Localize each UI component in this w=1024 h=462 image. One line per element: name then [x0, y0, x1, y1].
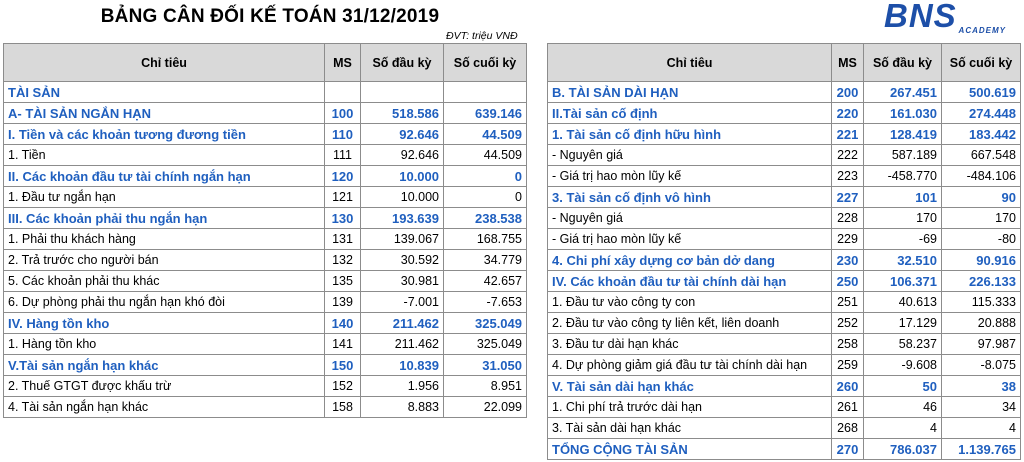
- table-row: [548, 355, 1021, 376]
- logo: [884, 2, 1014, 38]
- row-opening-value: 4: [864, 418, 942, 439]
- table-row: [4, 355, 527, 376]
- row-opening-value: 92.646: [361, 145, 444, 166]
- row-closing-value: 170: [942, 208, 1021, 229]
- row-code: 230: [832, 250, 864, 271]
- row-label: - Giá trị hao mòn lũy kế: [548, 166, 832, 187]
- row-closing-value: 90.916: [942, 250, 1021, 271]
- table-row: [548, 292, 1021, 313]
- unit-note: ĐVT: triệu VNĐ: [446, 30, 518, 42]
- row-label: TÀI SẢN: [4, 82, 325, 103]
- table-row: [548, 187, 1021, 208]
- row-closing-value: 20.888: [942, 313, 1021, 334]
- header-closing: Số cuối kỳ: [444, 44, 527, 82]
- row-label: 1. Đầu tư ngắn hạn: [4, 187, 325, 208]
- row-closing-value: 0: [444, 166, 527, 187]
- table-row: [548, 166, 1021, 187]
- row-closing-value: 168.755: [444, 229, 527, 250]
- table-row: [548, 82, 1021, 103]
- row-opening-value: -69: [864, 229, 942, 250]
- row-closing-value: 34.779: [444, 250, 527, 271]
- row-code: 228: [832, 208, 864, 229]
- table-row: [4, 166, 527, 187]
- row-opening-value: 17.129: [864, 313, 942, 334]
- table-row: [548, 313, 1021, 334]
- table-row: [4, 187, 527, 208]
- row-label: TỔNG CỘNG TÀI SẢN: [548, 439, 832, 460]
- row-label: IV. Hàng tồn kho: [4, 313, 325, 334]
- row-label: 4. Tài sản ngắn hạn khác: [4, 397, 325, 418]
- row-label: - Nguyên giá: [548, 208, 832, 229]
- row-opening-value: 10.000: [361, 166, 444, 187]
- long-term-assets-table: [547, 43, 1021, 460]
- table-row: [4, 292, 527, 313]
- row-code: 139: [325, 292, 361, 313]
- table-row: [548, 397, 1021, 418]
- row-closing-value: 31.050: [444, 355, 527, 376]
- row-label: V.Tài sản ngắn hạn khác: [4, 355, 325, 376]
- row-opening-value: 101: [864, 187, 942, 208]
- row-opening-value: 1.956: [361, 376, 444, 397]
- row-opening-value: 10.839: [361, 355, 444, 376]
- row-label: 1. Tiền: [4, 145, 325, 166]
- row-code: 251: [832, 292, 864, 313]
- row-opening-value: -458.770: [864, 166, 942, 187]
- row-opening-value: 50: [864, 376, 942, 397]
- table-row: [548, 229, 1021, 250]
- table-row: [4, 103, 527, 124]
- row-code: 252: [832, 313, 864, 334]
- table-row: [548, 439, 1021, 460]
- row-opening-value: 211.462: [361, 334, 444, 355]
- row-closing-value: 4: [942, 418, 1021, 439]
- row-code: 220: [832, 103, 864, 124]
- row-closing-value: -7.653: [444, 292, 527, 313]
- header-code: MS: [832, 44, 864, 82]
- row-label: - Giá trị hao mòn lũy kế: [548, 229, 832, 250]
- row-closing-value: 1.139.765: [942, 439, 1021, 460]
- table-row: [4, 313, 527, 334]
- row-closing-value: 44.509: [444, 145, 527, 166]
- row-closing-value: -484.106: [942, 166, 1021, 187]
- row-opening-value: 40.613: [864, 292, 942, 313]
- row-opening-value: 786.037: [864, 439, 942, 460]
- header-row: [548, 44, 1021, 82]
- row-code: 110: [325, 124, 361, 145]
- row-label: 1. Tài sản cố định hữu hình: [548, 124, 832, 145]
- header-opening: Số đầu kỳ: [361, 44, 444, 82]
- row-opening-value: 128.419: [864, 124, 942, 145]
- row-code: 140: [325, 313, 361, 334]
- row-opening-value: 10.000: [361, 187, 444, 208]
- table-row: [4, 208, 527, 229]
- row-opening-value: 161.030: [864, 103, 942, 124]
- row-code: 222: [832, 145, 864, 166]
- row-label: 1. Hàng tồn kho: [4, 334, 325, 355]
- page-title: BẢNG CÂN ĐỐI KẾ TOÁN 31/12/2019: [100, 6, 440, 27]
- row-opening-value: 30.981: [361, 271, 444, 292]
- row-closing-value: 325.049: [444, 334, 527, 355]
- row-code: 261: [832, 397, 864, 418]
- header-opening: Số đầu kỳ: [864, 44, 942, 82]
- table-row: [4, 229, 527, 250]
- row-label: 3. Đầu tư dài hạn khác: [548, 334, 832, 355]
- row-closing-value: 42.657: [444, 271, 527, 292]
- row-opening-value: -7.001: [361, 292, 444, 313]
- row-code: 152: [325, 376, 361, 397]
- row-label: 1. Đầu tư vào công ty con: [548, 292, 832, 313]
- row-opening-value: 518.586: [361, 103, 444, 124]
- row-closing-value: 0: [444, 187, 527, 208]
- row-closing-value: -8.075: [942, 355, 1021, 376]
- row-closing-value: 44.509: [444, 124, 527, 145]
- row-label: 5. Các khoản phải thu khác: [4, 271, 325, 292]
- table-row: [548, 418, 1021, 439]
- row-code: 259: [832, 355, 864, 376]
- row-closing-value: 90: [942, 187, 1021, 208]
- row-code: 132: [325, 250, 361, 271]
- row-closing-value: 38: [942, 376, 1021, 397]
- table-row: [4, 145, 527, 166]
- row-closing-value: 274.448: [942, 103, 1021, 124]
- row-label: 6. Dự phòng phải thu ngắn hạn khó đòi: [4, 292, 325, 313]
- left-table-body: [4, 82, 527, 418]
- row-code: 111: [325, 145, 361, 166]
- row-opening-value: 587.189: [864, 145, 942, 166]
- row-label: I. Tiền và các khoản tương đương tiền: [4, 124, 325, 145]
- table-row: [548, 376, 1021, 397]
- header-item: Chỉ tiêu: [548, 44, 832, 82]
- row-code: 250: [832, 271, 864, 292]
- row-closing-value: 325.049: [444, 313, 527, 334]
- row-opening-value: 46: [864, 397, 942, 418]
- header-row: [4, 44, 527, 82]
- row-opening-value: 92.646: [361, 124, 444, 145]
- row-opening-value: 32.510: [864, 250, 942, 271]
- row-closing-value: 22.099: [444, 397, 527, 418]
- row-closing-value: 667.548: [942, 145, 1021, 166]
- row-label: 1. Phải thu khách hàng: [4, 229, 325, 250]
- logo-text: BNS: [884, 0, 957, 34]
- row-opening-value: [361, 82, 444, 103]
- row-closing-value: 97.987: [942, 334, 1021, 355]
- row-opening-value: 267.451: [864, 82, 942, 103]
- row-closing-value: 639.146: [444, 103, 527, 124]
- row-code: 200: [832, 82, 864, 103]
- row-code: 260: [832, 376, 864, 397]
- row-closing-value: -80: [942, 229, 1021, 250]
- table-row: [548, 145, 1021, 166]
- row-code: 258: [832, 334, 864, 355]
- row-label: 2. Trả trước cho người bán: [4, 250, 325, 271]
- row-label: II. Các khoản đầu tư tài chính ngắn hạn: [4, 166, 325, 187]
- row-label: V. Tài sản dài hạn khác: [548, 376, 832, 397]
- row-label: 2. Đầu tư vào công ty liên kết, liên doanh: [548, 313, 832, 334]
- table-row: [548, 124, 1021, 145]
- row-label: 3. Tài sản dài hạn khác: [548, 418, 832, 439]
- table-row: [4, 334, 527, 355]
- table-row: [548, 250, 1021, 271]
- table-row: [548, 208, 1021, 229]
- row-label: 4. Dự phòng giảm giá đầu tư tài chính dài hạn: [548, 355, 832, 376]
- table-row: [548, 103, 1021, 124]
- row-label: 1. Chi phí trả trước dài hạn: [548, 397, 832, 418]
- row-label: 3. Tài sản cố định vô hình: [548, 187, 832, 208]
- table-row: [548, 271, 1021, 292]
- row-closing-value: 183.442: [942, 124, 1021, 145]
- row-code: 130: [325, 208, 361, 229]
- row-code: 141: [325, 334, 361, 355]
- row-opening-value: 106.371: [864, 271, 942, 292]
- row-closing-value: 500.619: [942, 82, 1021, 103]
- row-code: 100: [325, 103, 361, 124]
- table-row: [548, 334, 1021, 355]
- row-code: 229: [832, 229, 864, 250]
- row-label: 2. Thuế GTGT được khấu trừ: [4, 376, 325, 397]
- table-row: [4, 397, 527, 418]
- row-opening-value: 30.592: [361, 250, 444, 271]
- row-closing-value: 238.538: [444, 208, 527, 229]
- row-opening-value: 170: [864, 208, 942, 229]
- row-closing-value: 8.951: [444, 376, 527, 397]
- row-code: 135: [325, 271, 361, 292]
- table-row: [4, 250, 527, 271]
- row-code: 227: [832, 187, 864, 208]
- row-code: 131: [325, 229, 361, 250]
- right-table-body: [548, 82, 1021, 460]
- row-code: 223: [832, 166, 864, 187]
- table-row: [4, 376, 527, 397]
- row-opening-value: 8.883: [361, 397, 444, 418]
- row-code: 120: [325, 166, 361, 187]
- row-label: II.Tài sản cố định: [548, 103, 832, 124]
- header-closing: Số cuối kỳ: [942, 44, 1021, 82]
- table-row: [4, 271, 527, 292]
- row-label: - Nguyên giá: [548, 145, 832, 166]
- row-label: A- TÀI SẢN NGẮN HẠN: [4, 103, 325, 124]
- table-row: [4, 82, 527, 103]
- table-row: [4, 124, 527, 145]
- row-code: 270: [832, 439, 864, 460]
- row-closing-value: [444, 82, 527, 103]
- row-code: 150: [325, 355, 361, 376]
- row-opening-value: 211.462: [361, 313, 444, 334]
- row-code: 158: [325, 397, 361, 418]
- row-opening-value: -9.608: [864, 355, 942, 376]
- row-code: 268: [832, 418, 864, 439]
- row-opening-value: 139.067: [361, 229, 444, 250]
- row-code: 121: [325, 187, 361, 208]
- row-closing-value: 115.333: [942, 292, 1021, 313]
- row-code: 221: [832, 124, 864, 145]
- row-closing-value: 226.133: [942, 271, 1021, 292]
- short-term-assets-table: [3, 43, 527, 418]
- row-closing-value: 34: [942, 397, 1021, 418]
- row-code: [325, 82, 361, 103]
- row-opening-value: 58.237: [864, 334, 942, 355]
- row-label: 4. Chi phí xây dựng cơ bản dở dang: [548, 250, 832, 271]
- header-code: MS: [325, 44, 361, 82]
- row-opening-value: 193.639: [361, 208, 444, 229]
- header-item: Chỉ tiêu: [4, 44, 325, 82]
- logo-subtext: ACADEMY: [958, 26, 1006, 35]
- row-label: IV. Các khoản đầu tư tài chính dài hạn: [548, 271, 832, 292]
- row-label: III. Các khoản phải thu ngắn hạn: [4, 208, 325, 229]
- row-label: B. TÀI SẢN DÀI HẠN: [548, 82, 832, 103]
